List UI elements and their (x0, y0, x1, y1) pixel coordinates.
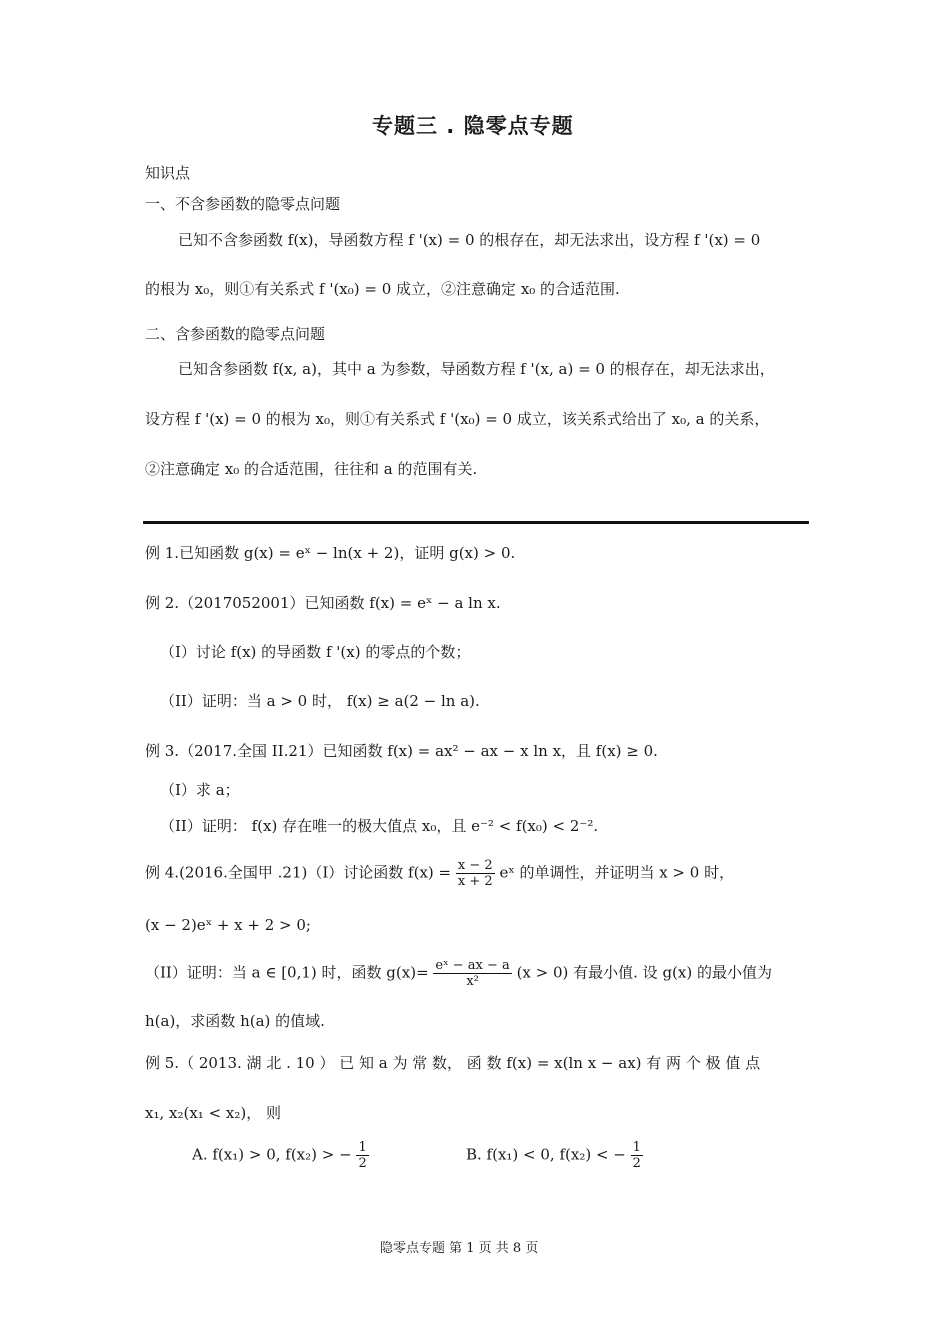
option-a-numerator: 1 (358, 1140, 367, 1155)
option-b-denominator: 2 (632, 1156, 641, 1171)
example-4-stem-end: eˣ 的单调性，并证明当 x > 0 时， (499, 863, 735, 882)
divider (143, 521, 809, 524)
option-a-text: A. f(x₁) > 0, f(x₂) > − (192, 1145, 352, 1164)
example-4-part2-line2: h(a)，求函数 h(a) 的值域. (145, 1012, 325, 1030)
example-4-fraction-numerator: x − 2 (457, 858, 493, 873)
option-b-fraction (631, 1140, 643, 1171)
page-footer: 隐零点专题 第 1 页 共 8 页 (380, 1241, 539, 1256)
example-4-part2-start: （II）证明：当 a ∈ [0,1) 时，函数 g(x)= (145, 963, 429, 982)
example-5-stem: 例 5.（ 2013. 湖 北 . 10 ） 已 知 a 为 常 数， 函 数 f(x) = x(ln x − ax) 有 两 个 极 值 点 (145, 1054, 761, 1072)
section1-line1: 已知不含参函数 f(x)，导函数方程 f '(x) = 0 的根存在，却无法求出，设方程 f '(x) = 0 (178, 231, 761, 249)
knowledge-heading: 知识点 (145, 164, 191, 182)
example-1: 例 1.已知函数 g(x) = eˣ − ln(x + 2)，证明 g(x) > 0. (145, 544, 516, 562)
example-5-line2: x₁, x₂(x₁ < x₂)， 则 (145, 1104, 282, 1122)
section1-line2: 的根为 x₀，则①有关系式 f '(x₀) = 0 成立，②注意确定 x₀ 的合适范围. (145, 280, 620, 298)
section2-heading: 二、含参函数的隐零点问题 (145, 325, 326, 343)
section1-heading: 一、不含参函数的隐零点问题 (145, 195, 341, 213)
option-a (192, 1140, 369, 1171)
example-4-line2: (x − 2)eˣ + x + 2 > 0; (145, 916, 311, 934)
option-b-numerator: 1 (632, 1140, 641, 1155)
example-4-fraction (456, 858, 495, 889)
example-2-stem: 例 2.（2017052001）已知函数 f(x) = eˣ − a ln x. (145, 594, 501, 612)
section2-line2: 设方程 f '(x) = 0 的根为 x₀，则①有关系式 f '(x₀) = 0 成立，该关系式给出了 x₀, a 的关系， (145, 410, 770, 428)
option-a-fraction (356, 1140, 368, 1171)
example-4-g-numerator: eˣ − ax − a (435, 958, 510, 973)
section2-line1: 已知含参函数 f(x, a)，其中 a 为参数，导函数方程 f '(x, a) = 0 的根存在，却无法求出， (178, 360, 775, 378)
example-4-fraction-denominator: x + 2 (457, 874, 493, 889)
page-title: 专题三 . 隐零点专题 (372, 114, 574, 138)
example-2-part2: （II）证明：当 a > 0 时， f(x) ≥ a(2 − ln a). (160, 692, 480, 710)
example-4-part2-end: (x > 0) 有最小值. 设 g(x) 的最小值为 (516, 963, 772, 982)
example-4-stem-start: 例 4.(2016.全国甲 .21)（I）讨论函数 f(x) = (145, 863, 452, 882)
example-3-part2: （II）证明： f(x) 存在唯一的极大值点 x₀，且 e⁻² < f(x₀) < 2⁻². (160, 817, 599, 835)
example-3-stem: 例 3.（2017.全国 II.21）已知函数 f(x) = ax² − ax − x ln x，且 f(x) ≥ 0. (145, 742, 658, 760)
section2-line3: ②注意确定 x₀ 的合适范围，往往和 a 的范围有关. (145, 460, 478, 478)
option-b-text: B. f(x₁) < 0, f(x₂) < − (466, 1145, 626, 1164)
example-4-g-fraction (433, 958, 511, 989)
example-3-part1: （I）求 a； (160, 781, 240, 799)
option-b (466, 1140, 643, 1171)
example-2-part1: （I）讨论 f(x) 的导函数 f '(x) 的零点的个数； (160, 643, 471, 661)
example-4-part2 (145, 958, 772, 989)
option-a-denominator: 2 (358, 1156, 367, 1171)
example-4-stem (145, 858, 734, 889)
example-4-g-denominator: x² (466, 974, 479, 989)
